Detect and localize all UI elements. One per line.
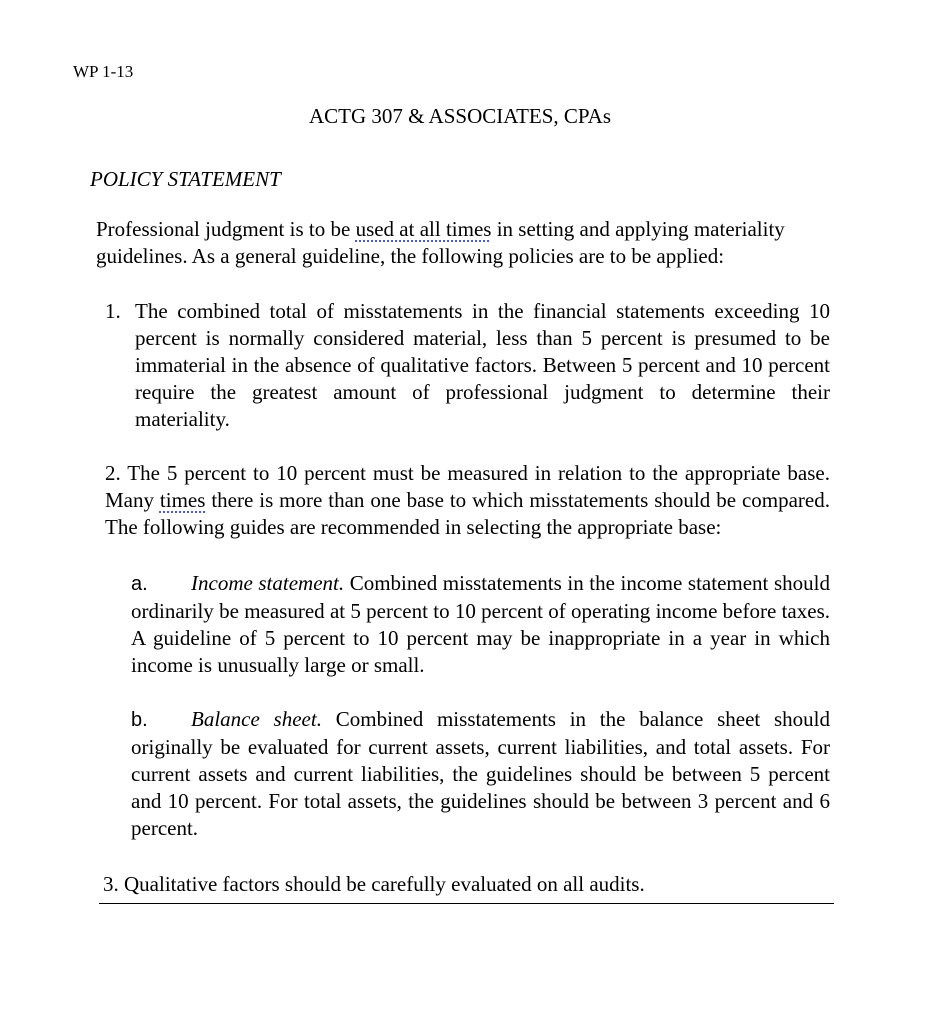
policy-number: 3. xyxy=(103,872,119,896)
policy-lead-text-end: there is more than one base to which misstatements should be compared. The following guides are recommended in selecting the appropriate base: xyxy=(105,488,830,539)
policy-subitem-a xyxy=(131,570,830,679)
subitem-text: Combined misstatements in the balance sheet should originally be evaluated for current assets, current liabilities, and total assets. For current assets and current liabilities, the guidelines should be between 5 percent and 10 percent. For total assets, the guidelines should be between 3 percent and 6 percent. xyxy=(131,707,831,840)
section-heading: POLICY STATEMENT xyxy=(90,167,281,191)
subitem-letter: a. xyxy=(131,573,148,595)
firm-title: ACTG 307 & ASSOCIATES, CPAs xyxy=(308,104,612,128)
policy-subitem-b xyxy=(131,706,830,842)
policy-lead-text: The 5 percent to 10 percent must be measured in relation to the appropriate base. Many xyxy=(105,461,830,512)
intro-text-end: in setting and applying materiality guidelines. As a general guideline, the following policies are to be applied: xyxy=(96,217,785,268)
intro-text-start: Professional judgment is to be xyxy=(96,217,356,241)
policy-text: Qualitative factors should be carefully evaluated on all audits. xyxy=(124,872,645,896)
subitem-title: Balance sheet. xyxy=(191,707,322,731)
intro-paragraph xyxy=(96,216,831,270)
policy-text: The combined total of misstatements in the financial statements exceeding 10 percent is normally considered material, less than 5 percent is presumed to be immaterial in the absence of qualitative factors. Between 5 percent and 10 percent require the greatest amount of professional judgment to determine their materiality. xyxy=(135,299,830,431)
policy-marked-word: times xyxy=(159,488,206,512)
subitem-text: Combined misstatements in the income statement should ordinarily be measured at 5 percent to 10 percent of operating income before taxes. A guideline of 5 percent to 10 percent may be inappropriate in a year in which income is unusually large or small. xyxy=(131,571,830,677)
intro-marked-phrase: used at all times xyxy=(355,217,492,241)
policy-item-3 xyxy=(103,871,645,898)
policy-item-1 xyxy=(105,298,830,433)
policy-number: 1. xyxy=(105,299,121,323)
subitem-letter: b. xyxy=(131,709,148,731)
workpaper-reference: WP 1-13 xyxy=(73,62,134,81)
policy-number: 2. xyxy=(105,461,121,485)
subitem-title: Income statement. xyxy=(191,571,345,595)
policy-item-2 xyxy=(105,460,830,541)
bottom-rule xyxy=(99,903,834,904)
